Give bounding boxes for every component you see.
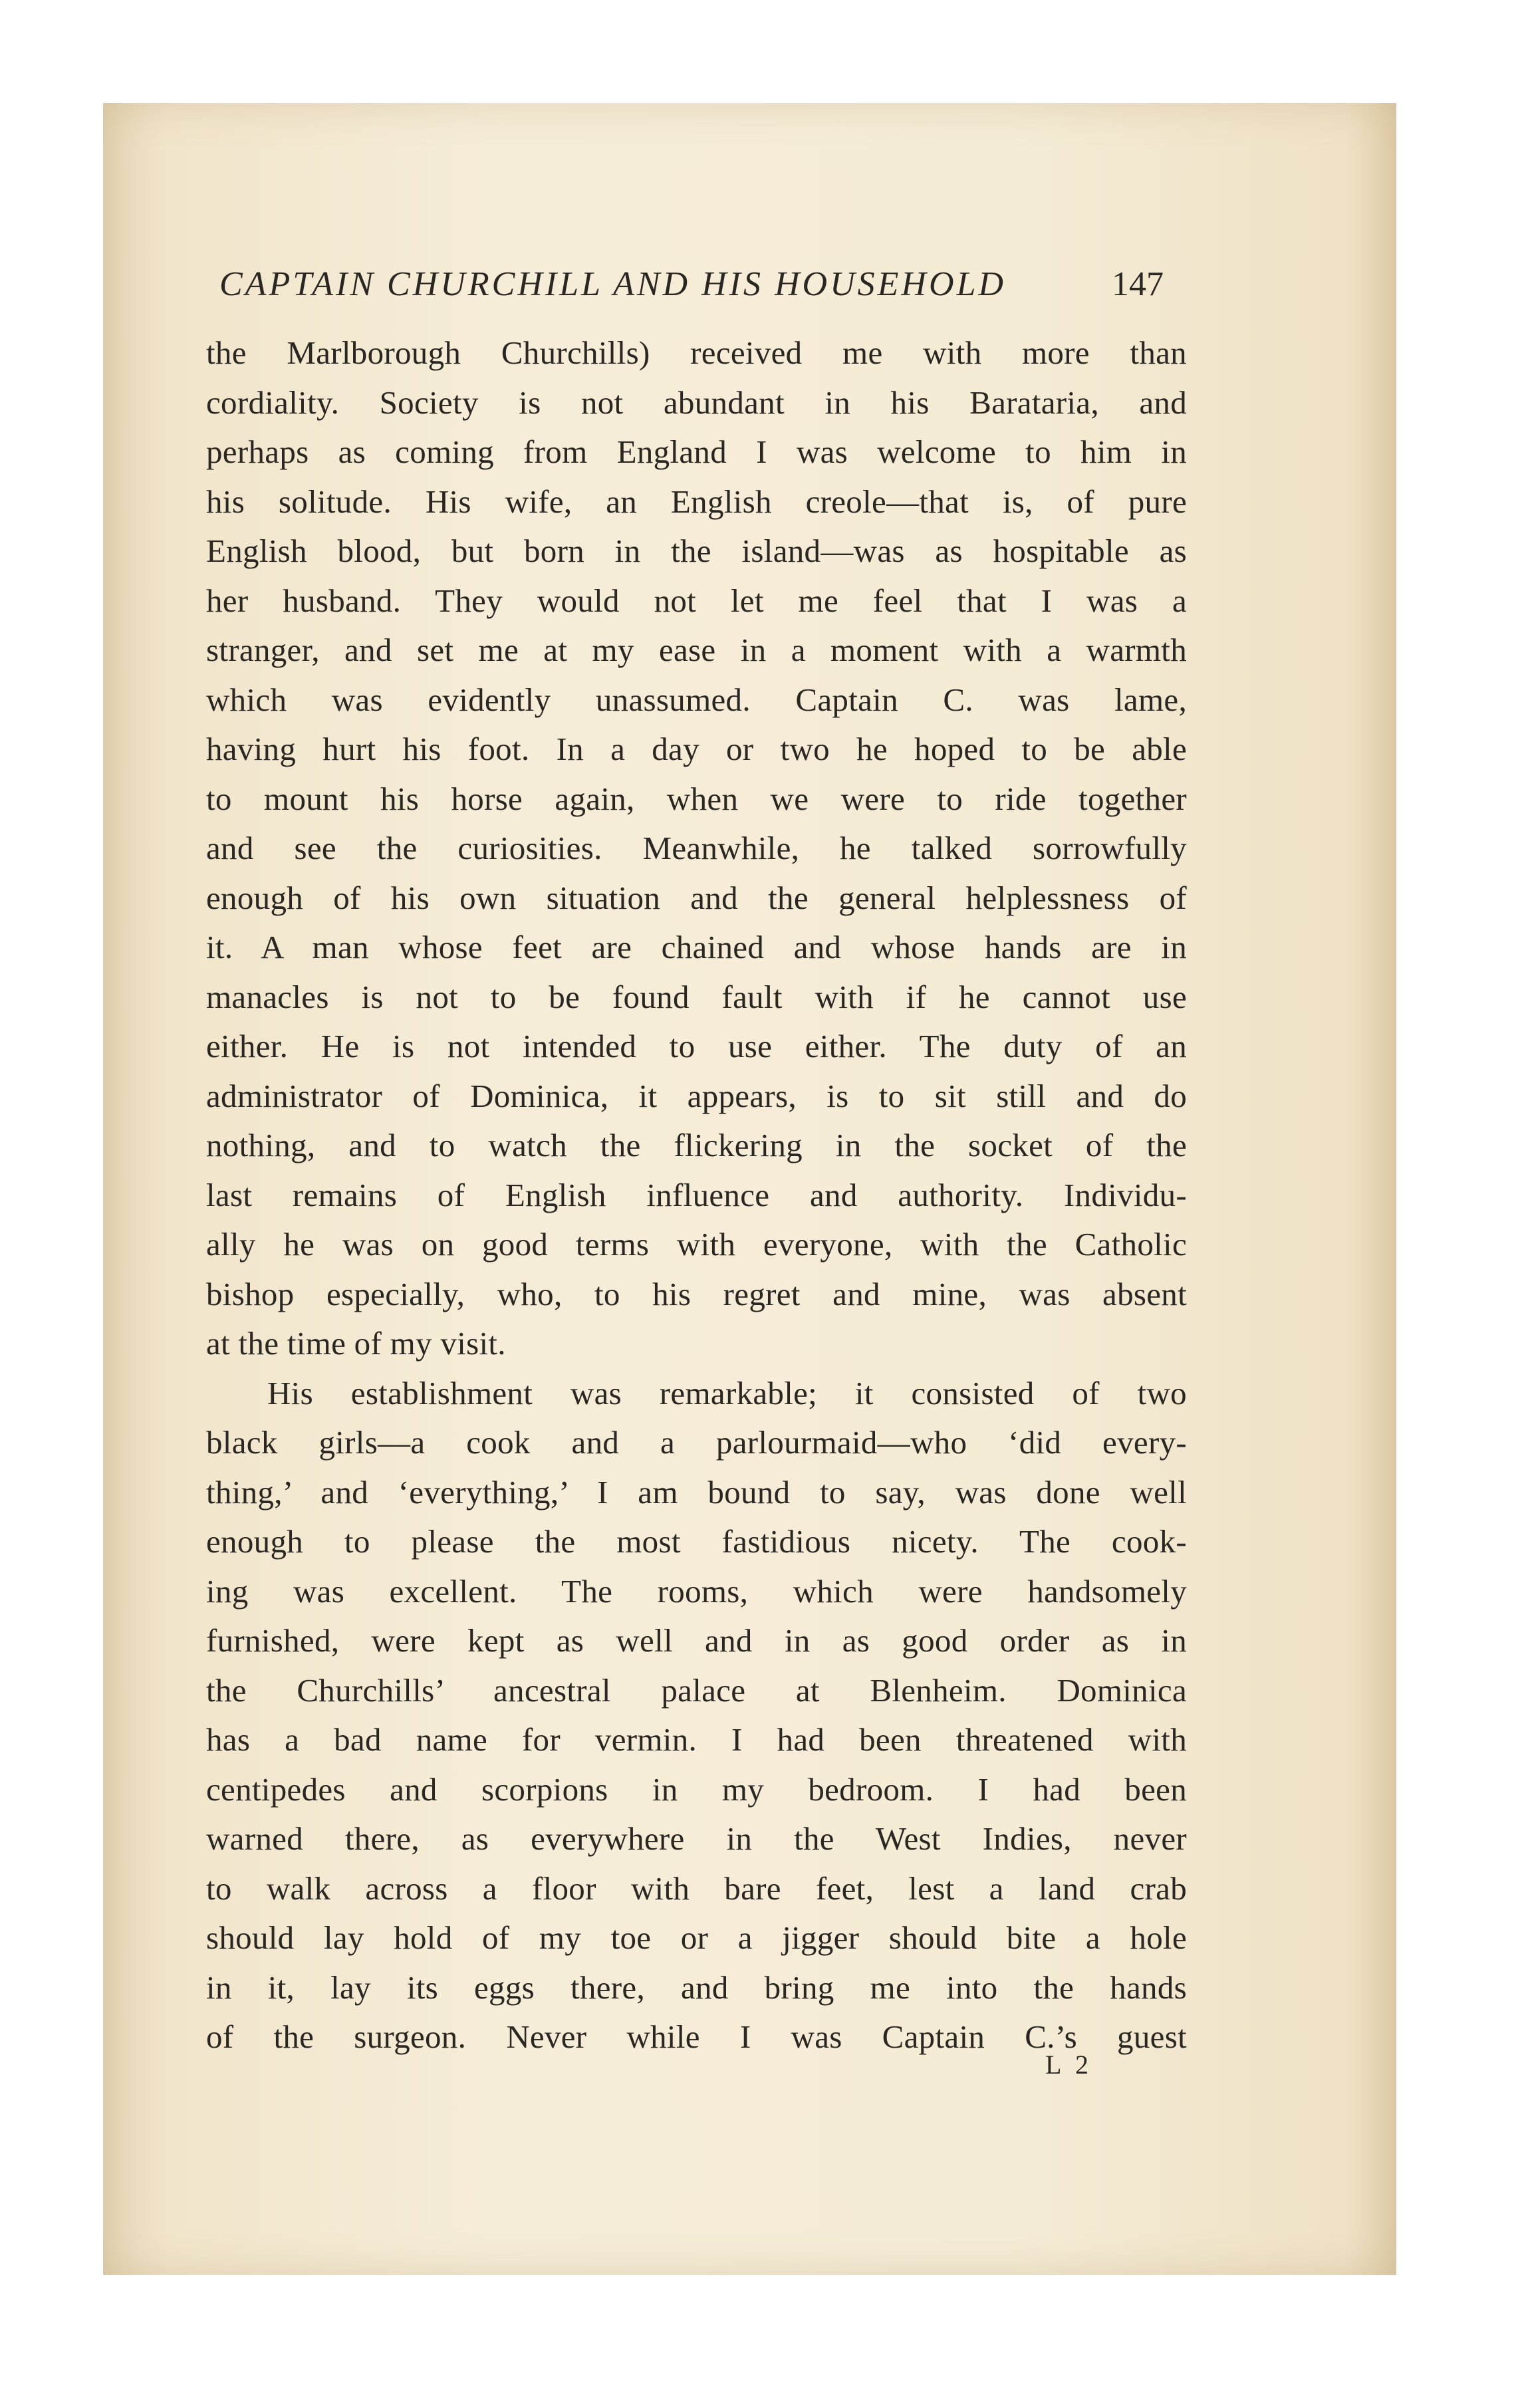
text-line: black girls—a cook and a parlourmaid—who ‘did every- — [206, 1424, 1187, 1461]
text-line: thing,’ and ‘everything,’ I am bound to say, was done well — [206, 1473, 1187, 1510]
signature-mark: L 2 — [1045, 2050, 1092, 2080]
text-line: it. A man whose feet are chained and whose hands are in — [206, 929, 1187, 965]
text-line: which was evidently unassumed. Captain C. was lame, — [206, 681, 1187, 718]
text-line: warned there, as everywhere in the West Indies, never — [206, 1820, 1187, 1857]
text-line: manacles is not to be found fault with if he cannot use — [206, 978, 1187, 1015]
text-line: his solitude. His wife, an English creole—that is, of pure — [206, 483, 1187, 520]
paragraph-1 — [206, 328, 1187, 1369]
text-line: has a bad name for vermin. I had been threatened with — [206, 1721, 1187, 1758]
paragraph-2 — [206, 1369, 1187, 2062]
text-line: either. He is not intended to use either. The duty of an — [206, 1028, 1187, 1064]
text-line: cordiality. Society is not abundant in his Barataria, and — [206, 384, 1187, 421]
text-line: administrator of Dominica, it appears, is to sit still and do — [206, 1077, 1187, 1114]
page-header — [219, 251, 1164, 311]
text-line: should lay hold of my toe or a jigger should bite a hole — [206, 1919, 1187, 1956]
text-line: the Marlborough Churchills) received me with more than — [206, 334, 1187, 371]
text-line: at the time of my visit. — [206, 1325, 506, 1362]
text-line: centipedes and scorpions in my bedroom. I had been — [206, 1770, 1187, 1808]
text-line: and see the curiosities. Meanwhile, he talked sorrowfully — [206, 830, 1187, 866]
text-line: English blood, but born in the island—was as hospitable as — [206, 533, 1187, 569]
text-line: in it, lay its eggs there, and bring me into the hands — [206, 1969, 1187, 2006]
text-line: to walk across a floor with bare feet, lest a land crab — [206, 1869, 1187, 1907]
text-line: the Churchills’ ancestral palace at Blenheim. Dominica — [206, 1671, 1187, 1709]
text-line: stranger, and set me at my ease in a moment with a warmth — [206, 632, 1187, 668]
text-line: last remains of English influence and authority. Individu- — [206, 1176, 1187, 1213]
text-line: ally he was on good terms with everyone, with the Catholic — [206, 1226, 1187, 1263]
text-line: having hurt his foot. In a day or two he hoped to be able — [206, 731, 1187, 767]
text-line: nothing, and to watch the flickering in the socket of the — [206, 1127, 1187, 1163]
page-number: 147 — [1112, 265, 1164, 303]
text-line: her husband. They would not let me feel that I was a — [206, 582, 1187, 619]
body-text — [206, 328, 1187, 2062]
text-line: enough to please the most fastidious nicety. The cook- — [206, 1523, 1187, 1560]
text-line: His establishment was remarkable; it consisted of two — [267, 1374, 1187, 1411]
running-head: CAPTAIN CHURCHILL AND HIS HOUSEHOLD — [219, 265, 1006, 303]
text-line: ing was excellent. The rooms, which were handsomely — [206, 1572, 1187, 1610]
text-line: furnished, were kept as well and in as good order as in — [206, 1622, 1187, 1659]
text-line: enough of his own situation and the general helplessness of — [206, 879, 1187, 916]
text-line: of the surgeon. Never while I was Captain C.’s guest — [206, 2018, 1187, 2055]
text-line: bishop especially, who, to his regret and mine, was absent — [206, 1275, 1187, 1312]
text-line: to mount his horse again, when we were to ride together — [206, 780, 1187, 817]
text-line: perhaps as coming from England I was welcome to him in — [206, 433, 1187, 470]
